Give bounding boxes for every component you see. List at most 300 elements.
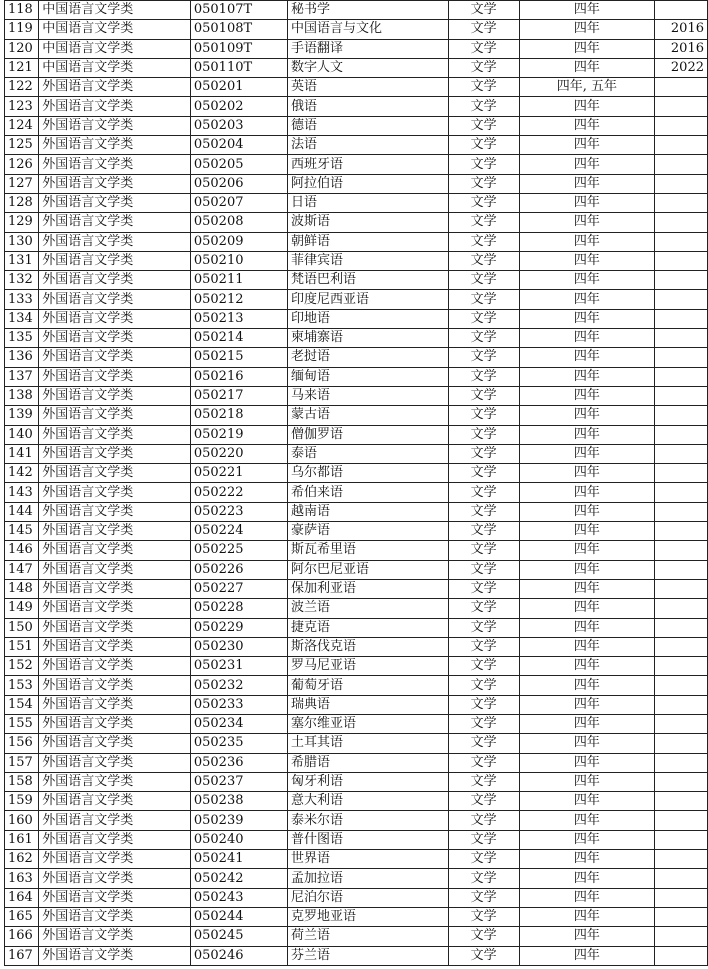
duration-cell: 四年, 五年 [519, 78, 655, 97]
duration-cell: 四年 [519, 425, 655, 444]
duration-cell: 四年 [519, 309, 655, 328]
category-cell: 外国语言文学类 [39, 367, 191, 386]
degree-cell: 文学 [448, 464, 519, 483]
major-code-cell: 050224 [190, 522, 287, 541]
duration-cell: 四年 [519, 850, 655, 869]
major-name-cell: 泰米尔语 [287, 811, 448, 830]
year-added-cell [655, 483, 708, 502]
row-number-cell: 121 [5, 58, 39, 77]
degree-cell: 文学 [448, 406, 519, 425]
duration-cell: 四年 [519, 792, 655, 811]
major-code-cell: 050246 [190, 946, 287, 965]
duration-cell: 四年 [519, 444, 655, 463]
year-added-cell [655, 869, 708, 888]
duration-cell: 四年 [519, 329, 655, 348]
major-code-cell: 050233 [190, 695, 287, 714]
category-cell: 外国语言文学类 [39, 348, 191, 367]
major-name-cell: 日语 [287, 193, 448, 212]
major-code-cell: 050108T [190, 20, 287, 39]
row-number-cell: 164 [5, 888, 39, 907]
duration-cell: 四年 [519, 271, 655, 290]
major-code-cell: 050210 [190, 251, 287, 270]
row-number-cell: 139 [5, 406, 39, 425]
table-row [5, 888, 708, 907]
duration-cell: 四年 [519, 599, 655, 618]
category-cell: 外国语言文学类 [39, 560, 191, 579]
degree-cell: 文学 [448, 213, 519, 232]
year-added-cell [655, 888, 708, 907]
year-added-cell [655, 946, 708, 965]
year-added-cell [655, 907, 708, 926]
category-cell: 外国语言文学类 [39, 888, 191, 907]
major-code-cell: 050228 [190, 599, 287, 618]
category-cell: 外国语言文学类 [39, 155, 191, 174]
duration-cell: 四年 [519, 637, 655, 656]
category-cell: 外国语言文学类 [39, 309, 191, 328]
degree-cell: 文学 [448, 386, 519, 405]
major-code-cell: 050219 [190, 425, 287, 444]
degree-cell: 文学 [448, 309, 519, 328]
row-number-cell: 157 [5, 753, 39, 772]
major-name-cell: 俄语 [287, 97, 448, 116]
category-cell: 外国语言文学类 [39, 657, 191, 676]
major-code-cell: 050109T [190, 39, 287, 58]
table-row [5, 560, 708, 579]
duration-cell: 四年 [519, 522, 655, 541]
year-added-cell [655, 927, 708, 946]
table-row [5, 522, 708, 541]
row-number-cell: 118 [5, 1, 39, 20]
year-added-cell [655, 425, 708, 444]
major-name-cell: 保加利亚语 [287, 579, 448, 598]
row-number-cell: 159 [5, 792, 39, 811]
major-code-cell: 050229 [190, 618, 287, 637]
degree-cell: 文学 [448, 907, 519, 926]
degree-cell: 文学 [448, 830, 519, 849]
category-cell: 外国语言文学类 [39, 464, 191, 483]
duration-cell: 四年 [519, 927, 655, 946]
table-row [5, 406, 708, 425]
duration-cell: 四年 [519, 290, 655, 309]
degree-cell: 文学 [448, 232, 519, 251]
table-row [5, 599, 708, 618]
major-code-cell: 050225 [190, 541, 287, 560]
category-cell: 外国语言文学类 [39, 232, 191, 251]
duration-cell: 四年 [519, 213, 655, 232]
category-cell: 外国语言文学类 [39, 676, 191, 695]
major-code-cell: 050220 [190, 444, 287, 463]
degree-cell: 文学 [448, 560, 519, 579]
category-cell: 中国语言文学类 [39, 39, 191, 58]
duration-cell: 四年 [519, 772, 655, 791]
year-added-cell: 2016 [655, 39, 708, 58]
category-cell: 中国语言文学类 [39, 58, 191, 77]
category-cell: 外国语言文学类 [39, 830, 191, 849]
major-code-cell: 050202 [190, 97, 287, 116]
major-code-cell: 050241 [190, 850, 287, 869]
category-cell: 外国语言文学类 [39, 734, 191, 753]
category-cell: 外国语言文学类 [39, 869, 191, 888]
row-number-cell: 122 [5, 78, 39, 97]
major-name-cell: 秘书学 [287, 1, 448, 20]
year-added-cell [655, 676, 708, 695]
degree-cell: 文学 [448, 39, 519, 58]
degree-cell: 文学 [448, 618, 519, 637]
year-added-cell [655, 174, 708, 193]
year-added-cell [655, 599, 708, 618]
year-added-cell [655, 290, 708, 309]
row-number-cell: 162 [5, 850, 39, 869]
table-row [5, 1, 708, 20]
major-name-cell: 蒙古语 [287, 406, 448, 425]
degree-cell: 文学 [448, 367, 519, 386]
major-name-cell: 普什图语 [287, 830, 448, 849]
table-row [5, 464, 708, 483]
row-number-cell: 120 [5, 39, 39, 58]
table-row [5, 869, 708, 888]
category-cell: 外国语言文学类 [39, 136, 191, 155]
year-added-cell [655, 367, 708, 386]
duration-cell: 四年 [519, 811, 655, 830]
duration-cell: 四年 [519, 946, 655, 965]
major-code-cell: 050234 [190, 714, 287, 733]
major-code-cell: 050243 [190, 888, 287, 907]
year-added-cell [655, 695, 708, 714]
year-added-cell [655, 1, 708, 20]
category-cell: 外国语言文学类 [39, 213, 191, 232]
major-name-cell: 中国语言与文化 [287, 20, 448, 39]
category-cell: 外国语言文学类 [39, 406, 191, 425]
table-row [5, 579, 708, 598]
major-name-cell: 波斯语 [287, 213, 448, 232]
major-code-cell: 050226 [190, 560, 287, 579]
major-code-cell: 050237 [190, 772, 287, 791]
table-row [5, 290, 708, 309]
category-cell: 外国语言文学类 [39, 290, 191, 309]
major-code-cell: 050217 [190, 386, 287, 405]
duration-cell: 四年 [519, 251, 655, 270]
major-name-cell: 英语 [287, 78, 448, 97]
year-added-cell [655, 136, 708, 155]
table-row [5, 116, 708, 135]
table-row [5, 271, 708, 290]
duration-cell: 四年 [519, 695, 655, 714]
category-cell: 外国语言文学类 [39, 541, 191, 560]
duration-cell: 四年 [519, 618, 655, 637]
major-code-cell: 050230 [190, 637, 287, 656]
duration-cell: 四年 [519, 541, 655, 560]
row-number-cell: 143 [5, 483, 39, 502]
row-number-cell: 127 [5, 174, 39, 193]
year-added-cell [655, 406, 708, 425]
degree-cell: 文学 [448, 734, 519, 753]
major-name-cell: 马来语 [287, 386, 448, 405]
degree-cell: 文学 [448, 116, 519, 135]
table-row [5, 20, 708, 39]
category-cell: 外国语言文学类 [39, 772, 191, 791]
degree-cell: 文学 [448, 599, 519, 618]
year-added-cell [655, 637, 708, 656]
row-number-cell: 147 [5, 560, 39, 579]
major-name-cell: 阿尔巴尼亚语 [287, 560, 448, 579]
major-code-cell: 050221 [190, 464, 287, 483]
degree-cell: 文学 [448, 946, 519, 965]
duration-cell: 四年 [519, 483, 655, 502]
row-number-cell: 163 [5, 869, 39, 888]
table-row [5, 714, 708, 733]
duration-cell: 四年 [519, 406, 655, 425]
major-name-cell: 柬埔寨语 [287, 329, 448, 348]
duration-cell: 四年 [519, 386, 655, 405]
table-row [5, 367, 708, 386]
category-cell: 外国语言文学类 [39, 792, 191, 811]
major-name-cell: 孟加拉语 [287, 869, 448, 888]
degree-cell: 文学 [448, 753, 519, 772]
major-name-cell: 阿拉伯语 [287, 174, 448, 193]
table-row [5, 734, 708, 753]
row-number-cell: 133 [5, 290, 39, 309]
row-number-cell: 167 [5, 946, 39, 965]
major-name-cell: 斯洛伐克语 [287, 637, 448, 656]
major-name-cell: 芬兰语 [287, 946, 448, 965]
year-added-cell [655, 502, 708, 521]
table-row [5, 811, 708, 830]
row-number-cell: 152 [5, 657, 39, 676]
major-code-cell: 050207 [190, 193, 287, 212]
row-number-cell: 124 [5, 116, 39, 135]
category-cell: 外国语言文学类 [39, 97, 191, 116]
table-row [5, 772, 708, 791]
row-number-cell: 154 [5, 695, 39, 714]
row-number-cell: 137 [5, 367, 39, 386]
major-name-cell: 捷克语 [287, 618, 448, 637]
major-name-cell: 匈牙利语 [287, 772, 448, 791]
degree-cell: 文学 [448, 522, 519, 541]
category-cell: 中国语言文学类 [39, 20, 191, 39]
major-code-cell: 050242 [190, 869, 287, 888]
table-row [5, 78, 708, 97]
table-row [5, 676, 708, 695]
category-cell: 外国语言文学类 [39, 329, 191, 348]
category-cell: 外国语言文学类 [39, 78, 191, 97]
major-code-cell: 050231 [190, 657, 287, 676]
major-code-cell: 050208 [190, 213, 287, 232]
year-added-cell [655, 734, 708, 753]
row-number-cell: 145 [5, 522, 39, 541]
row-number-cell: 158 [5, 772, 39, 791]
major-code-cell: 050205 [190, 155, 287, 174]
major-code-cell: 050215 [190, 348, 287, 367]
table-row [5, 753, 708, 772]
duration-cell: 四年 [519, 734, 655, 753]
major-code-cell: 050110T [190, 58, 287, 77]
major-code-cell: 050222 [190, 483, 287, 502]
degree-cell: 文学 [448, 483, 519, 502]
row-number-cell: 123 [5, 97, 39, 116]
year-added-cell [655, 348, 708, 367]
major-name-cell: 法语 [287, 136, 448, 155]
major-code-cell: 050232 [190, 676, 287, 695]
major-name-cell: 数字人文 [287, 58, 448, 77]
year-added-cell [655, 232, 708, 251]
row-number-cell: 153 [5, 676, 39, 695]
duration-cell: 四年 [519, 676, 655, 695]
major-name-cell: 尼泊尔语 [287, 888, 448, 907]
year-added-cell [655, 271, 708, 290]
year-added-cell [655, 714, 708, 733]
table-row [5, 927, 708, 946]
row-number-cell: 130 [5, 232, 39, 251]
degree-cell: 文学 [448, 502, 519, 521]
degree-cell: 文学 [448, 888, 519, 907]
row-number-cell: 132 [5, 271, 39, 290]
category-cell: 外国语言文学类 [39, 444, 191, 463]
degree-cell: 文学 [448, 657, 519, 676]
table-row [5, 657, 708, 676]
duration-cell: 四年 [519, 502, 655, 521]
year-added-cell [655, 792, 708, 811]
major-code-cell: 050240 [190, 830, 287, 849]
major-code-cell: 050204 [190, 136, 287, 155]
year-added-cell [655, 193, 708, 212]
degree-cell: 文学 [448, 695, 519, 714]
row-number-cell: 144 [5, 502, 39, 521]
major-name-cell: 荷兰语 [287, 927, 448, 946]
table-row [5, 386, 708, 405]
major-name-cell: 僧伽罗语 [287, 425, 448, 444]
row-number-cell: 135 [5, 329, 39, 348]
degree-cell: 文学 [448, 1, 519, 20]
table-row [5, 309, 708, 328]
degree-cell: 文学 [448, 251, 519, 270]
row-number-cell: 166 [5, 927, 39, 946]
table-row [5, 946, 708, 965]
category-cell: 外国语言文学类 [39, 714, 191, 733]
category-cell: 外国语言文学类 [39, 386, 191, 405]
major-name-cell: 朝鲜语 [287, 232, 448, 251]
row-number-cell: 160 [5, 811, 39, 830]
duration-cell: 四年 [519, 367, 655, 386]
major-code-cell: 050223 [190, 502, 287, 521]
table-row [5, 193, 708, 212]
major-code-cell: 050238 [190, 792, 287, 811]
year-added-cell [655, 811, 708, 830]
degree-cell: 文学 [448, 20, 519, 39]
degree-cell: 文学 [448, 541, 519, 560]
table-row [5, 232, 708, 251]
major-code-cell: 050216 [190, 367, 287, 386]
table-row [5, 58, 708, 77]
row-number-cell: 156 [5, 734, 39, 753]
year-added-cell [655, 329, 708, 348]
category-cell: 外国语言文学类 [39, 637, 191, 656]
row-number-cell: 119 [5, 20, 39, 39]
category-cell: 外国语言文学类 [39, 522, 191, 541]
year-added-cell [655, 464, 708, 483]
year-added-cell [655, 444, 708, 463]
row-number-cell: 131 [5, 251, 39, 270]
degree-cell: 文学 [448, 772, 519, 791]
table-row [5, 97, 708, 116]
major-name-cell: 葡萄牙语 [287, 676, 448, 695]
degree-cell: 文学 [448, 155, 519, 174]
table-row [5, 425, 708, 444]
table-row [5, 792, 708, 811]
major-name-cell: 梵语巴利语 [287, 271, 448, 290]
major-code-cell: 050227 [190, 579, 287, 598]
major-code-cell: 050236 [190, 753, 287, 772]
degree-cell: 文学 [448, 271, 519, 290]
duration-cell: 四年 [519, 869, 655, 888]
duration-cell: 四年 [519, 116, 655, 135]
duration-cell: 四年 [519, 348, 655, 367]
category-cell: 外国语言文学类 [39, 618, 191, 637]
category-cell: 外国语言文学类 [39, 425, 191, 444]
duration-cell: 四年 [519, 136, 655, 155]
table-row [5, 213, 708, 232]
major-name-cell: 豪萨语 [287, 522, 448, 541]
degree-cell: 文学 [448, 444, 519, 463]
major-name-cell: 老挝语 [287, 348, 448, 367]
row-number-cell: 134 [5, 309, 39, 328]
category-cell: 外国语言文学类 [39, 502, 191, 521]
duration-cell: 四年 [519, 830, 655, 849]
duration-cell: 四年 [519, 657, 655, 676]
degree-cell: 文学 [448, 579, 519, 598]
duration-cell: 四年 [519, 174, 655, 193]
degree-cell: 文学 [448, 174, 519, 193]
category-cell: 外国语言文学类 [39, 599, 191, 618]
major-name-cell: 希腊语 [287, 753, 448, 772]
duration-cell: 四年 [519, 58, 655, 77]
major-name-cell: 乌尔都语 [287, 464, 448, 483]
table-row [5, 155, 708, 174]
row-number-cell: 149 [5, 599, 39, 618]
duration-cell: 四年 [519, 1, 655, 20]
duration-cell: 四年 [519, 20, 655, 39]
category-cell: 外国语言文学类 [39, 811, 191, 830]
major-name-cell: 斯瓦希里语 [287, 541, 448, 560]
year-added-cell [655, 97, 708, 116]
major-code-cell: 050244 [190, 907, 287, 926]
year-added-cell: 2016 [655, 20, 708, 39]
table-row [5, 329, 708, 348]
major-name-cell: 希伯来语 [287, 483, 448, 502]
major-code-cell: 050212 [190, 290, 287, 309]
row-number-cell: 141 [5, 444, 39, 463]
year-added-cell [655, 386, 708, 405]
category-cell: 外国语言文学类 [39, 946, 191, 965]
duration-cell: 四年 [519, 888, 655, 907]
duration-cell: 四年 [519, 560, 655, 579]
major-name-cell: 手语翻译 [287, 39, 448, 58]
table-row [5, 444, 708, 463]
row-number-cell: 150 [5, 618, 39, 637]
table-row [5, 502, 708, 521]
table-row [5, 850, 708, 869]
major-code-cell: 050245 [190, 927, 287, 946]
year-added-cell [655, 657, 708, 676]
duration-cell: 四年 [519, 193, 655, 212]
row-number-cell: 138 [5, 386, 39, 405]
major-name-cell: 印度尼西亚语 [287, 290, 448, 309]
table-row [5, 136, 708, 155]
table-row [5, 907, 708, 926]
degree-cell: 文学 [448, 811, 519, 830]
major-code-cell: 050107T [190, 1, 287, 20]
row-number-cell: 151 [5, 637, 39, 656]
category-cell: 外国语言文学类 [39, 174, 191, 193]
